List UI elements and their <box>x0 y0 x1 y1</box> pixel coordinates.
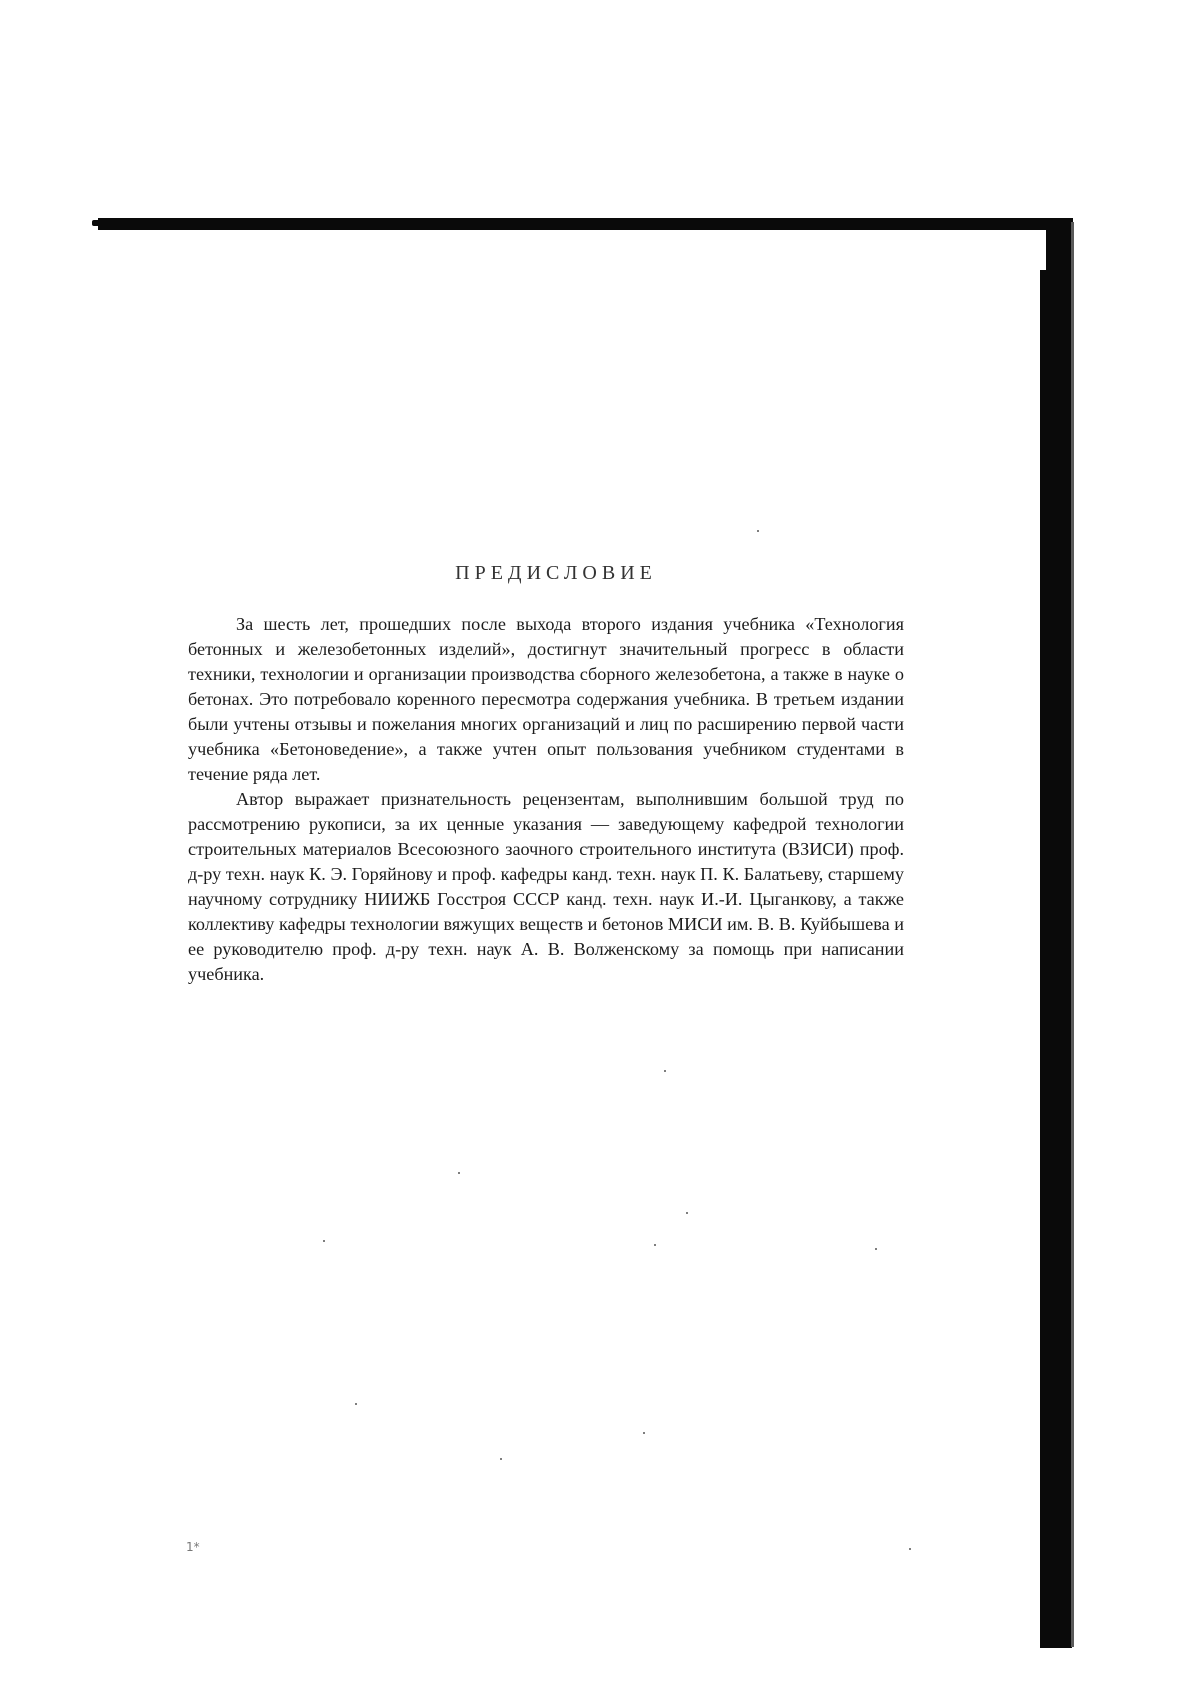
paragraph: Автор выражает признательность рецензентам, выполнившим большой труд по рассмотрению рукописи, за их ценные указания — заведующему кафедрой технологии строительных материалов Всесоюзного заочного строительного института (ВЗИСИ) проф. д-ру техн. наук К. Э. Горяйнову и проф. кафедры канд. техн. наук П. К. Балатьеву, старшему научному сотруднику НИИЖБ Госстроя СССР канд. техн. наук И.-И. Цыганкову, а также коллективу кафедры технологии вяжущих веществ и бетонов МИСИ им. В. В. Куйбышева и ее руководителю проф. д-ру техн. наук А. В. Волженскому за помощь при написании учебника. <box>188 789 904 984</box>
scan-speck <box>500 1458 502 1460</box>
scan-speck <box>323 1240 325 1242</box>
page-title: ПРЕДИСЛОВИЕ <box>455 562 657 584</box>
scan-border-edge <box>1071 222 1074 1647</box>
scan-speck <box>909 1548 911 1550</box>
scan-speck <box>686 1212 688 1214</box>
scan-speck <box>355 1403 357 1405</box>
scan-speck <box>458 1172 460 1174</box>
scan-speck <box>643 1432 645 1434</box>
paragraph: За шесть лет, прошедших после выхода второго издания учебника «Технология бетонных и железобетонных изделий», достигнут значительный прогресс в области техники, технологии и организации производства сборного железобетона, а также в науке о бетонах. Это потребовало коренного пересмотра содержания учебника. В третьем издании были учтены отзывы и пожелания многих организаций и лиц по расширению первой части учебника «Бетоноведение», а также учтен опыт пользования учебником студентами в течение ряда лет. <box>188 614 904 784</box>
scan-border-right <box>1040 218 1072 1648</box>
scan-speck <box>875 1248 877 1250</box>
scan-speck <box>654 1244 656 1246</box>
preface-body <box>188 612 904 987</box>
scan-speck <box>664 1070 666 1072</box>
scan-border-top <box>98 218 1073 230</box>
scan-border-notch <box>1040 230 1046 270</box>
scan-speck <box>757 530 759 532</box>
page-mark: 1* <box>186 1540 200 1554</box>
